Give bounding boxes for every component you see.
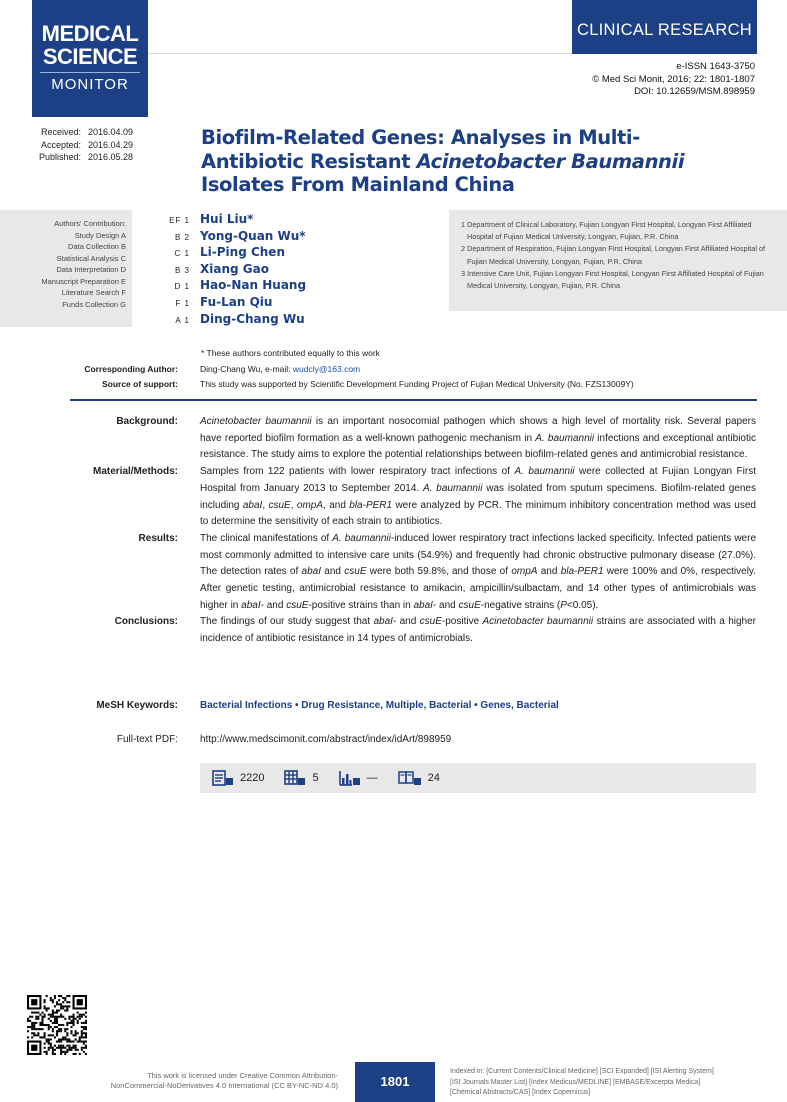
- abstract-results-text: The clinical manifestations of A. baumannii-induced lower respiratory tract infections lacked specificity. Infected patients were most commonly admitted to intensive care units (54.9%) and frequently had chronic obstructive pulmonary disease (27.0%). The detection rates of abaI and csuE were both 59.8%, and those of ompA and bla-PER1 were 100% and 0%, respectively. After genetic testing, antimicrobial resistance to amikacin, ampicillin/sulbactam, and 14 other types of antimicrobials was higher in abaI- and csuE-positive strains than in abaI- and csuE-negative strains (P<0.05).: [200, 532, 757, 611]
- date-published: Published: 2016.05.28: [38, 152, 134, 162]
- book-icon: [398, 770, 422, 786]
- corresponding-name: Ding-Chang Wu, e-mail:: [200, 364, 293, 374]
- table-icon: [284, 770, 306, 786]
- corresponding-email-link[interactable]: wudcly@163.com: [292, 364, 361, 374]
- author: A 1 Ding-Chang Wu: [175, 311, 305, 326]
- page-number: 1801: [355, 1062, 435, 1102]
- article-dates: [33, 126, 133, 164]
- fulltext-pdf-link[interactable]: http://www.medscimonit.com/abstract/index/idArt/898959: [200, 734, 452, 745]
- correspondence-block: [0, 362, 787, 391]
- issn: e-ISSN 1643-3750: [676, 61, 755, 72]
- affiliation: 2 Department of Respiration, Fujian Longyan First Hospital, Longyan First Affiliated Hospital of Fujian Medical University, Longyan, Fujian, P.R. China: [461, 244, 766, 266]
- header-divider: [148, 53, 572, 54]
- fulltext-pdf: Full-text PDF: http://www.medscimonit.com/abstract/index/idArt/898959: [116, 734, 452, 745]
- article-title: Biofilm-Related Genes: Analyses in Multi- Antibiotic Resistant Acinetobacter Baumannii Isolates From Mainland China: [201, 126, 685, 196]
- support-label: Source of support:: [101, 378, 178, 389]
- affiliations-panel: [449, 210, 787, 311]
- article-stats-bar: [200, 763, 756, 793]
- affiliation: 1 Department of Clinical Laboratory, Fujian Longyan First Hospital, Longyan First Affiliated Hospital of Fujian Medical University, Longyan, Fujian, P.R. China: [461, 220, 752, 242]
- chart-icon: [339, 770, 361, 786]
- author: F 1 Fu-Lan Qiu: [175, 294, 273, 309]
- author: B 3 Xiang Gao: [174, 261, 269, 276]
- author: D 1 Hao-Nan Huang: [174, 278, 307, 293]
- abstract-results: Results: The clinical manifestations of A. baumannii-induced lower respiratory tract infections lacked specificity. Infected patients were most commonly admitted to intensive care units (54.9%) and frequently had chronic obstructive pulmonary disease (27.0%). The detection rates of abaI and csuE were both 59.8%, and those of ompA and bla-PER1 were 100% and 0%, respectively. After genetic testing, antimicrobial resistance to amikacin, ampicillin/sulbactam, and 14 other types of antimicrobials was higher in abaI- and csuE-positive strains than in abaI- and csuE-negative strains (P<0.05).: [0, 531, 787, 615]
- mesh-keywords: MeSH Keywords: Bacterial Infections • Drug Resistance, Multiple, Bacterial • Genes, Bacterial: [96, 700, 559, 711]
- author: EF 1 Hui Liu*: [169, 212, 254, 226]
- section-banner: CLINICAL RESEARCH: [572, 0, 757, 54]
- equal-contribution-note: * These authors contributed equally to this work: [201, 348, 380, 358]
- contributions-legend: Authors' Contribution: Study Design A Data Collection B Statistical Analysis C Data Interpretation D Manuscript Preparation E Literature Search F Funds Collection G: [41, 219, 126, 309]
- logo-line-medical: MEDICAL: [41, 21, 139, 46]
- word-count: 2220: [212, 770, 264, 786]
- corresponding-label: Corresponding Author:: [84, 364, 178, 374]
- author: B 2 Yong-Quan Wu*: [174, 228, 306, 243]
- figure-count: —: [339, 770, 378, 786]
- date-accepted: Accepted: 2016.04.29: [40, 139, 134, 150]
- page-footer: [0, 1062, 787, 1102]
- logo-line-monitor: MONITOR: [40, 72, 140, 93]
- abstract: [0, 414, 787, 648]
- author: C 1 Li-Ping Chen: [174, 245, 285, 260]
- date-received: Received: 2016.04.09: [40, 127, 134, 137]
- table-count: 5: [284, 770, 318, 786]
- affiliation: 3 Intensive Care Unit, Fujian Longyan First Hospital, Longyan First Affiliated Hospital of Fujian Medical University, Longyan, Fujian, P.R. China: [461, 268, 764, 291]
- journal-logo: [32, 0, 148, 117]
- mesh-keywords-value: Bacterial Infections • Drug Resistance, Multiple, Bacterial • Genes, Bacterial: [200, 700, 559, 711]
- abstract-background: Background: Acinetobacter baumannii is an important nosocomial pathogen which shows a high level of mortality risk. Several papers have reported biofilm formation as a well-known pathogenic mechanism in A. baumannii infections and exceptional antibiotic resistance. The study aims to explore the potential relationships between biofilm-related genes and antimicrobial resistance.: [0, 414, 787, 464]
- abstract-conclusions: Conclusions: The findings of our study suggest that abaI- and csuE-positive Acinetobacter baumannii strains are associated with a higher incidence of antibiotic resistance in 14 types of antimicrobials.: [0, 614, 787, 647]
- citation: © Med Sci Monit, 2016; 22: 1801-1807: [592, 73, 755, 85]
- citation-block: [592, 61, 755, 99]
- abstract-methods: Material/Methods: Samples from 122 patients with lower respiratory tract infections of A. baumannii were collected at Fujian Longyan First Hospital from January 2013 to September 2014. A. baumannii was isolated from sputum specimens. Biofilm-related genes including abaI, csuE, ompA, and bla-PER1 were analyzed by PCR. The minimum inhibitory concentration method was used to determine the sensitivity of each strain to antibiotics.: [0, 464, 787, 531]
- support-text: This study was supported by Scientific Development Funding Project of Fujian Medical University (No. FZS13009Y): [200, 378, 634, 389]
- reference-count: 24: [398, 770, 440, 786]
- author-list: [160, 212, 306, 328]
- abstract-background-text: Acinetobacter baumannii is an important nosocomial pathogen which shows a high level of mortality risk. Several papers have reported biofilm formation as a well-known pathogenic mechanism in A. baumannii infections and exceptional antibiotic resistance. The study aims to explore the potential relationships between biofilm-related genes and antimicrobial resistance.: [200, 416, 756, 461]
- qr-code[interactable]: [27, 995, 87, 1055]
- document-icon: [212, 770, 234, 786]
- license-notice: This work is licensed under Creative Common Attribution- NonCommercial-NoDerivatives 4.0 International (CC BY-NC-ND 4.0): [110, 1071, 338, 1090]
- doi: DOI: 10.12659/MSM.898959: [634, 86, 755, 97]
- abstract-conclusions-text: The findings of our study suggest that abaI- and csuE-positive Acinetobacter baumannii strains are associated with a higher incidence of antibiotic resistance in 14 types of antimicrobials.: [200, 616, 757, 645]
- abstract-divider: [70, 399, 757, 401]
- abstract-methods-text: Samples from 122 patients with lower respiratory tract infections of A. baumannii were collected at Fujian Longyan First Hospital from January 2013 to September 2014. A. baumannii was isolated from sputum specimens. Biofilm-related genes including abaI, csuE, ompA, and bla-PER1 were analyzed by PCR. The minimum inhibitory concentration method was used to determine the sensitivity of each strain to antibiotics.: [200, 466, 757, 528]
- indexing-info: Indexed in: [Current Contents/Clinical Medicine] [SCI Expanded] [ISI Alerting System] [ISI Journals Master List] [Index Medicus/MEDLINE] [EMBASE/Excerpta Medica] [Chemical Abstracts/CAS] [Index Copernicus]: [450, 1068, 714, 1096]
- logo-line-science: SCIENCE: [42, 44, 138, 69]
